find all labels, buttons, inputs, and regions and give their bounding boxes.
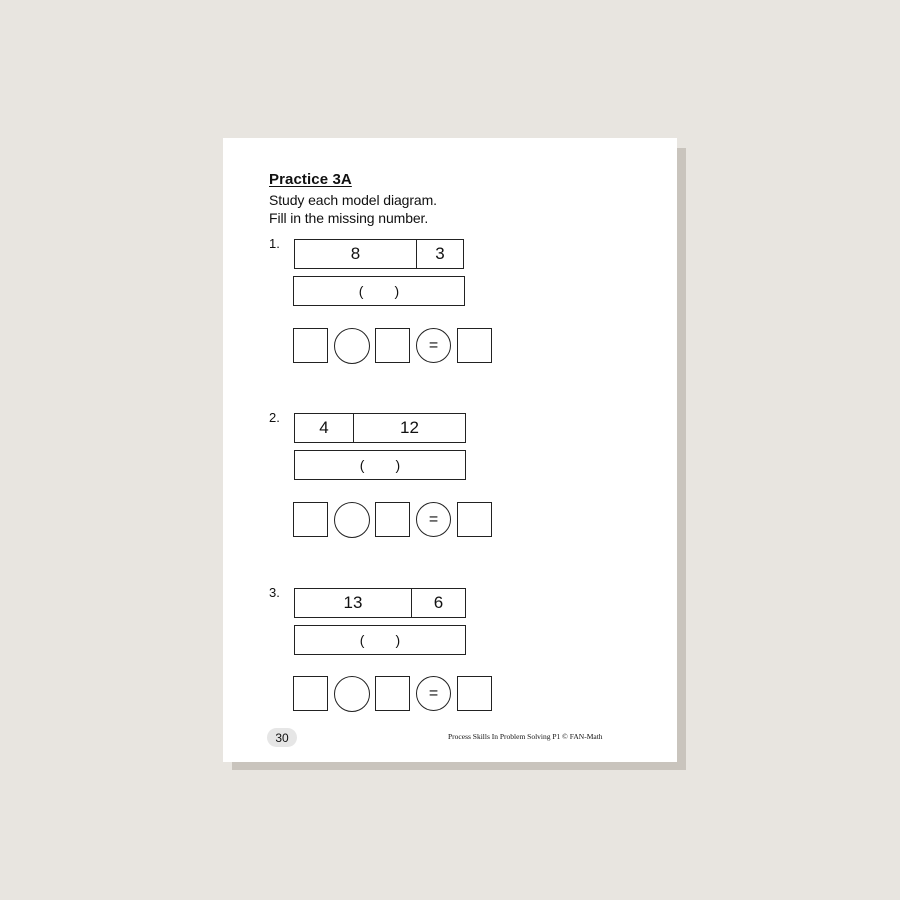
answer-box-result[interactable] (457, 676, 492, 711)
equals-circle: = (416, 502, 451, 537)
equals-circle: = (416, 328, 451, 363)
part-a: 8 (350, 244, 361, 263)
question-number: 3. (269, 585, 280, 600)
worksheet-page (223, 138, 677, 762)
total-bar[interactable]: ( ) (293, 276, 465, 306)
question-number: 1. (269, 236, 280, 251)
question-number: 2. (269, 410, 280, 425)
instruction-line-2: Fill in the missing number. (269, 210, 429, 226)
answer-box-2[interactable] (375, 502, 410, 537)
answer-box-1[interactable] (293, 676, 328, 711)
part-bar (294, 239, 464, 269)
total-bar[interactable]: ( ) (294, 450, 466, 480)
operator-circle[interactable] (334, 676, 370, 712)
part-bar (294, 413, 466, 443)
part-b: 6 (411, 589, 465, 617)
answer-box-result[interactable] (457, 328, 492, 363)
answer-box-1[interactable] (293, 502, 328, 537)
answer-box-2[interactable] (375, 328, 410, 363)
page-title: Practice 3A (269, 171, 352, 188)
footer-credit: Process Skills In Problem Solving P1 © FAN-Math (448, 732, 603, 741)
part-a: 13 (343, 593, 363, 612)
page-number: 30 (267, 728, 297, 747)
operator-circle[interactable] (334, 328, 370, 364)
part-b: 12 (353, 414, 465, 442)
total-bar[interactable]: ( ) (294, 625, 466, 655)
answer-box-result[interactable] (457, 502, 492, 537)
operator-circle[interactable] (334, 502, 370, 538)
part-bar (294, 588, 466, 618)
answer-box-2[interactable] (375, 676, 410, 711)
equals-circle: = (416, 676, 451, 711)
instruction-line-1: Study each model diagram. (269, 192, 437, 208)
part-a: 4 (319, 418, 329, 437)
answer-box-1[interactable] (293, 328, 328, 363)
part-b: 3 (416, 240, 463, 268)
